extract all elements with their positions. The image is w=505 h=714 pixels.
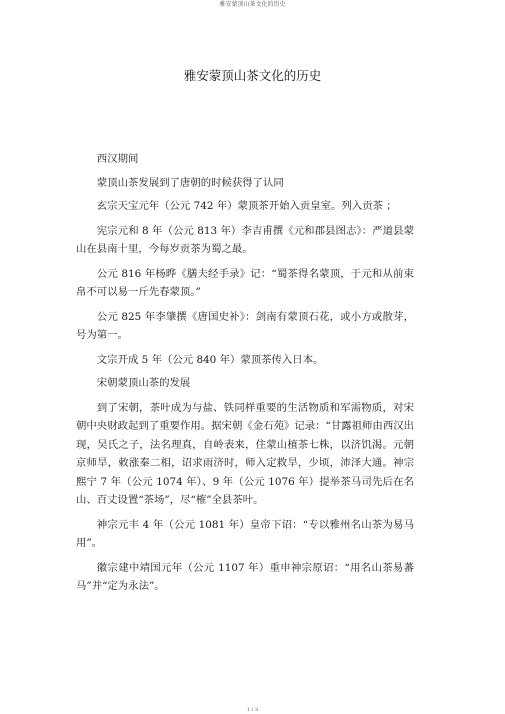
section-heading-western-han: 西汉期间 (96, 153, 139, 165)
paragraph-825: 公元 825 年李肇撰《唐国史补》：剑南有蒙顶石花，或小方或散芽，号为第一。 (76, 310, 414, 341)
section-heading-tang: 蒙顶山茶发展到了唐朝的时候获得了认同 (96, 176, 284, 189)
paragraph-tianbao: 玄宗天宝元年（公元 742 年）蒙顶茶开始入贡皇室。列入贡茶 ； (96, 200, 397, 212)
paragraph-huizong: 徽宗建中靖国元年（公元 1107 年）重申神宗原诏：“用名山茶易蕃马”并“定为永法”。 (76, 561, 414, 592)
running-header: 雅安蒙顶山茶文化的历史 (219, 1, 286, 8)
page-number: 1 / 3 (246, 707, 259, 713)
paragraph-840: 文宗开成 5 年（公元 840 年）蒙顶茶传入日本。 (96, 353, 324, 366)
paragraph-yuanfeng: 神宗元丰 4 年（公元 1081 年）皇帝下诏：“专以雅州名山茶为易马用”。 (76, 518, 414, 549)
paragraph-song-tea: 到了宋朝，茶叶成为与盐、铁同样重要的生活物质和军需物质，对宋朝中央财政起到了重要作用。据宋朝《金石苑》记录：“甘露祖师由西汉出现，吴氏之子，法名理真，自岭表来，住蒙山植茶七株，以济饥渴。元朝京师旱，敕涨秦二相，诏求雨济时，师入定救旱，少顷，沛泽大通。神宗熙宁 7 年（公元 1074 年）、9 年（公元 1076 年）提举茶马司先后在名山、百丈设置“茶场”，尽“榷”全县茶叶。 (76, 401, 414, 506)
paragraph-yuanhe-813: 宪宗元和 8 年（公元 813 年）李吉甫撰《元和郡县图志》：严道县蒙山在县南十里，今每岁贡茶为蜀之最。 (76, 224, 414, 255)
section-heading-song: 宋朝蒙顶山茶的发展 (96, 377, 191, 389)
paragraph-816: 公元 816 年杨晔《膳夫经手录》记：“蜀茶得名蒙顶，于元和从前束帛不可以易一斤先春蒙顶。” (76, 267, 414, 298)
document-body (76, 150, 414, 602)
document-title: 雅安蒙顶山茶文化的历史 (183, 68, 322, 83)
